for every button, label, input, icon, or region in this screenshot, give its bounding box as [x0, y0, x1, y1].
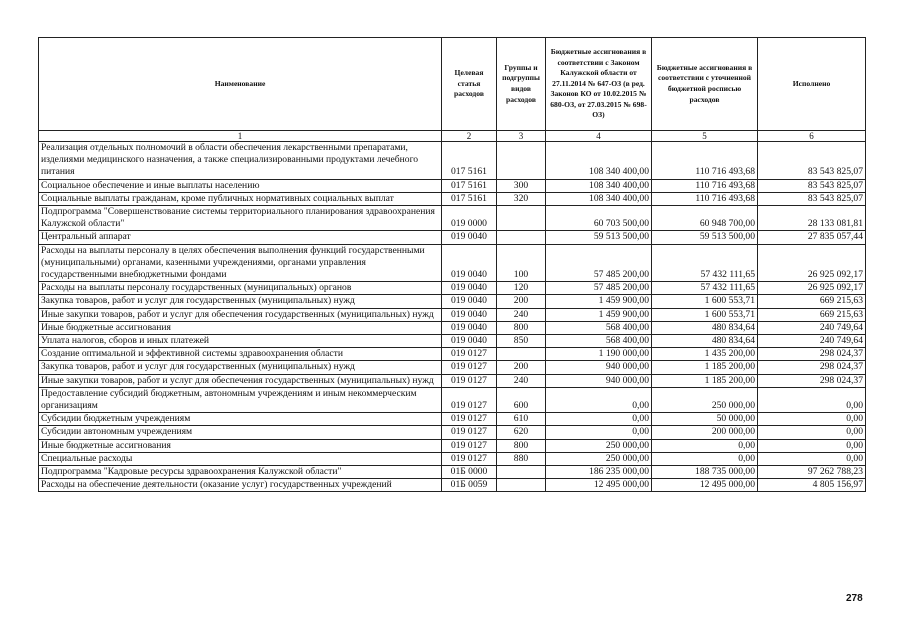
table-row: [39, 231, 866, 244]
law-allocation-value: 940 000,00: [546, 374, 652, 387]
refined-allocation-value: 110 716 493,68: [652, 192, 758, 205]
refined-allocation-value: 250 000,00: [652, 387, 758, 412]
expense-group-code: 300: [497, 179, 546, 192]
law-allocation-value: 186 235 000,00: [546, 466, 652, 479]
executed-value: 240 749,64: [758, 321, 866, 334]
row-name: Специальные расходы: [39, 452, 442, 465]
row-name: Иные закупки товаров, работ и услуг для обеспечения государственных (муниципальных) нужд: [39, 374, 442, 387]
row-name: Расходы на выплаты персоналу в целях обеспечения выполнения функций государственными (муниципальными) органами, казенными учреждениями, органами управления государственными внебюджетными фондами: [39, 244, 442, 282]
table-row: [39, 466, 866, 479]
refined-allocation-value: 200 000,00: [652, 426, 758, 439]
table-row: [39, 335, 866, 348]
expense-group-code: [497, 479, 546, 492]
law-allocation-value: 0,00: [546, 426, 652, 439]
target-article-code: 019 0127: [442, 348, 497, 361]
row-name: Иные закупки товаров, работ и услуг для обеспечения государственных (муниципальных) нужд: [39, 308, 442, 321]
table-row: [39, 192, 866, 205]
expense-group-code: 800: [497, 439, 546, 452]
target-article-code: 017 5161: [442, 179, 497, 192]
header-refined-allocation: Бюджетные ассигнования в соответствии с уточненной бюджетной росписью расходов: [652, 38, 758, 131]
expense-group-code: 880: [497, 452, 546, 465]
target-article-code: 019 0040: [442, 244, 497, 282]
column-number: 6: [758, 131, 866, 142]
row-name: Подпрограмма "Совершенствование системы территориального планирования здравоохранения Калужской области": [39, 206, 442, 231]
row-name: Центральный аппарат: [39, 231, 442, 244]
refined-allocation-value: 0,00: [652, 439, 758, 452]
row-name: Расходы на обеспечение деятельности (оказание услуг) государственных учреждений: [39, 479, 442, 492]
row-name: Создание оптимальной и эффективной системы здравоохранения области: [39, 348, 442, 361]
row-name: Социальное обеспечение и иные выплаты населению: [39, 179, 442, 192]
table-row: [39, 142, 866, 180]
column-number: 5: [652, 131, 758, 142]
header-expense-group: Группы и подгруппы видов расходов: [497, 38, 546, 131]
law-allocation-value: 940 000,00: [546, 361, 652, 374]
target-article-code: 019 0127: [442, 452, 497, 465]
expense-group-code: 120: [497, 282, 546, 295]
executed-value: 4 805 156,97: [758, 479, 866, 492]
executed-value: 0,00: [758, 426, 866, 439]
target-article-code: 019 0040: [442, 282, 497, 295]
expense-group-code: 620: [497, 426, 546, 439]
column-number: 4: [546, 131, 652, 142]
page-number: 278: [846, 593, 863, 604]
law-allocation-value: 568 400,00: [546, 321, 652, 334]
row-name: Закупка товаров, работ и услуг для государственных (муниципальных) нужд: [39, 295, 442, 308]
expense-group-code: 240: [497, 308, 546, 321]
table-row: [39, 387, 866, 412]
refined-allocation-value: 1 600 553,71: [652, 295, 758, 308]
executed-value: 83 543 825,07: [758, 142, 866, 180]
table-row: [39, 361, 866, 374]
table-row: [39, 439, 866, 452]
table-row: [39, 308, 866, 321]
refined-allocation-value: 57 432 111,65: [652, 282, 758, 295]
law-allocation-value: 568 400,00: [546, 335, 652, 348]
refined-allocation-value: 1 185 200,00: [652, 361, 758, 374]
row-name: Подпрограмма "Кадровые ресурсы здравоохранения Калужской области": [39, 466, 442, 479]
refined-allocation-value: 480 834,64: [652, 321, 758, 334]
row-name: Субсидии бюджетным учреждениям: [39, 413, 442, 426]
row-name: Расходы на выплаты персоналу государственных (муниципальных) органов: [39, 282, 442, 295]
table-body: [39, 142, 866, 492]
target-article-code: 01Б 0059: [442, 479, 497, 492]
expense-group-code: 320: [497, 192, 546, 205]
row-name: Реализация отдельных полномочий в области обеспечения лекарственными препаратами, изделиями медицинского назначения, а также специализированными продуктами лечебного питания: [39, 142, 442, 180]
row-name: Иные бюджетные ассигнования: [39, 439, 442, 452]
header-target-article: Целевая статья расходов: [442, 38, 497, 131]
budget-table: [38, 37, 866, 492]
refined-allocation-value: 188 735 000,00: [652, 466, 758, 479]
target-article-code: 019 0127: [442, 426, 497, 439]
executed-value: 669 215,63: [758, 308, 866, 321]
refined-allocation-value: 57 432 111,65: [652, 244, 758, 282]
executed-value: 83 543 825,07: [758, 179, 866, 192]
expense-group-code: 200: [497, 295, 546, 308]
executed-value: 26 925 092,17: [758, 282, 866, 295]
refined-allocation-value: 60 948 700,00: [652, 206, 758, 231]
target-article-code: 017 5161: [442, 192, 497, 205]
target-article-code: 017 5161: [442, 142, 497, 180]
refined-allocation-value: 110 716 493,68: [652, 142, 758, 180]
target-article-code: 019 0127: [442, 361, 497, 374]
column-number: 2: [442, 131, 497, 142]
expense-group-code: 240: [497, 374, 546, 387]
expense-group-code: [497, 142, 546, 180]
target-article-code: 019 0040: [442, 335, 497, 348]
target-article-code: 01Б 0000: [442, 466, 497, 479]
executed-value: 298 024,37: [758, 374, 866, 387]
refined-allocation-value: 110 716 493,68: [652, 179, 758, 192]
refined-allocation-value: 59 513 500,00: [652, 231, 758, 244]
refined-allocation-value: 1 185 200,00: [652, 374, 758, 387]
executed-value: 0,00: [758, 439, 866, 452]
table-row: [39, 295, 866, 308]
table-row: [39, 282, 866, 295]
target-article-code: 019 0127: [442, 413, 497, 426]
table-row: [39, 321, 866, 334]
expense-group-code: 600: [497, 387, 546, 412]
law-allocation-value: 0,00: [546, 387, 652, 412]
law-allocation-value: 108 340 400,00: [546, 142, 652, 180]
law-allocation-value: 57 485 200,00: [546, 244, 652, 282]
executed-value: 0,00: [758, 387, 866, 412]
row-name: Предоставление субсидий бюджетным, автономным учреждениям и иным некоммерческим организациям: [39, 387, 442, 412]
target-article-code: 019 0127: [442, 387, 497, 412]
table-row: [39, 452, 866, 465]
table-row: [39, 413, 866, 426]
expense-group-code: 610: [497, 413, 546, 426]
table-row: [39, 374, 866, 387]
header-row: [39, 38, 866, 131]
law-allocation-value: 108 340 400,00: [546, 179, 652, 192]
refined-allocation-value: 1 600 553,71: [652, 308, 758, 321]
target-article-code: 019 0127: [442, 439, 497, 452]
table-row: [39, 479, 866, 492]
law-allocation-value: 1 459 900,00: [546, 308, 652, 321]
executed-value: 28 133 081,81: [758, 206, 866, 231]
header-law-allocation: Бюджетные ассигнования в соответствии с Законом Калужской области от 27.11.2014 № 647-ОЗ (в ред. Законов КО от 10.02.2015 № 680-ОЗ, от 27.03.2015 № 698-ОЗ): [546, 38, 652, 131]
expense-group-code: [497, 466, 546, 479]
law-allocation-value: 1 459 900,00: [546, 295, 652, 308]
expense-group-code: 800: [497, 321, 546, 334]
table-row: [39, 206, 866, 231]
row-name: Субсидии автономным учреждениям: [39, 426, 442, 439]
executed-value: 27 835 057,44: [758, 231, 866, 244]
law-allocation-value: 1 190 000,00: [546, 348, 652, 361]
expense-group-code: 200: [497, 361, 546, 374]
executed-value: 26 925 092,17: [758, 244, 866, 282]
refined-allocation-value: 1 435 200,00: [652, 348, 758, 361]
table-row: [39, 348, 866, 361]
expense-group-code: 850: [497, 335, 546, 348]
expense-group-code: 100: [497, 244, 546, 282]
column-number: 3: [497, 131, 546, 142]
law-allocation-value: 57 485 200,00: [546, 282, 652, 295]
law-allocation-value: 250 000,00: [546, 439, 652, 452]
row-name: Иные бюджетные ассигнования: [39, 321, 442, 334]
target-article-code: 019 0040: [442, 321, 497, 334]
executed-value: 240 749,64: [758, 335, 866, 348]
refined-allocation-value: 0,00: [652, 452, 758, 465]
law-allocation-value: 250 000,00: [546, 452, 652, 465]
executed-value: 0,00: [758, 452, 866, 465]
expense-group-code: [497, 348, 546, 361]
target-article-code: 019 0127: [442, 374, 497, 387]
refined-allocation-value: 12 495 000,00: [652, 479, 758, 492]
table-row: [39, 426, 866, 439]
row-name: Социальные выплаты гражданам, кроме публичных нормативных социальных выплат: [39, 192, 442, 205]
header-executed: Исполнено: [758, 38, 866, 131]
table-row: [39, 179, 866, 192]
row-name: Уплата налогов, сборов и иных платежей: [39, 335, 442, 348]
executed-value: 97 262 788,23: [758, 466, 866, 479]
expense-group-code: [497, 206, 546, 231]
expense-group-code: [497, 231, 546, 244]
row-name: Закупка товаров, работ и услуг для государственных (муниципальных) нужд: [39, 361, 442, 374]
law-allocation-value: 0,00: [546, 413, 652, 426]
executed-value: 298 024,37: [758, 361, 866, 374]
executed-value: 298 024,37: [758, 348, 866, 361]
law-allocation-value: 12 495 000,00: [546, 479, 652, 492]
refined-allocation-value: 480 834,64: [652, 335, 758, 348]
column-number: 1: [39, 131, 442, 142]
executed-value: 0,00: [758, 413, 866, 426]
header-name: Наименование: [39, 38, 442, 131]
target-article-code: 019 0040: [442, 295, 497, 308]
executed-value: 83 543 825,07: [758, 192, 866, 205]
column-number-row: [39, 131, 866, 142]
target-article-code: 019 0000: [442, 206, 497, 231]
law-allocation-value: 59 513 500,00: [546, 231, 652, 244]
target-article-code: 019 0040: [442, 308, 497, 321]
refined-allocation-value: 50 000,00: [652, 413, 758, 426]
target-article-code: 019 0040: [442, 231, 497, 244]
law-allocation-value: 108 340 400,00: [546, 192, 652, 205]
executed-value: 669 215,63: [758, 295, 866, 308]
table-row: [39, 244, 866, 282]
law-allocation-value: 60 703 500,00: [546, 206, 652, 231]
